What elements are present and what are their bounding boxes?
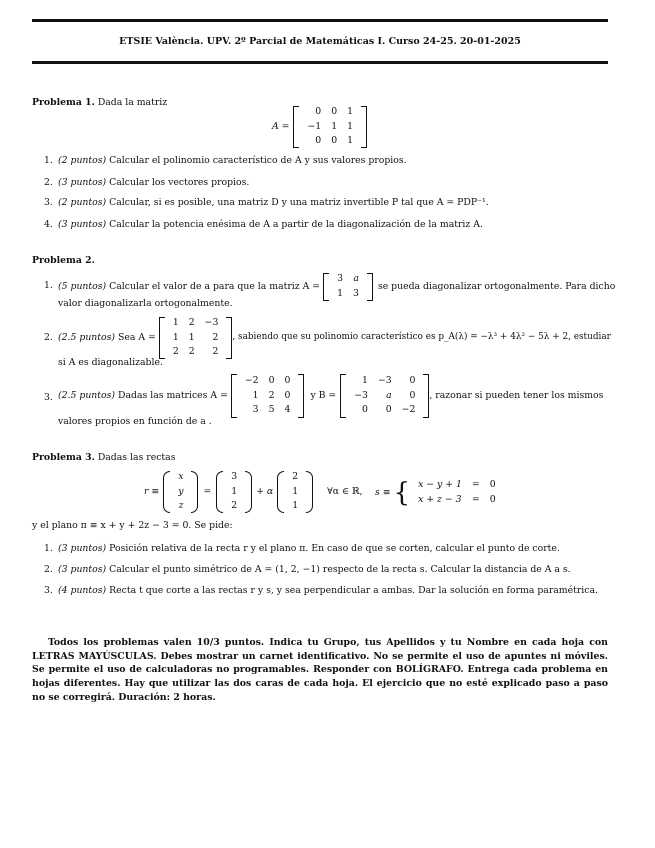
item-text-pre: Calcular el valor de a para que la matriz A = xyxy=(109,280,321,292)
problem-2-item-2-line2: si A es diagonalizable. xyxy=(58,357,163,368)
right-bracket xyxy=(367,273,373,301)
vector-cell: y xyxy=(178,485,184,497)
s-eq1-lhs: x − y + 1 xyxy=(418,479,462,490)
matrix-cell: −2 xyxy=(244,375,259,387)
vector-cell: 1 xyxy=(231,485,238,497)
problem-2-item-1-num: 1. xyxy=(44,280,53,291)
right-bracket xyxy=(423,374,429,418)
left-brace-icon: { xyxy=(393,477,411,508)
matrix-label-A: A = xyxy=(272,121,290,133)
matrix-cell: 0 xyxy=(362,404,368,416)
problem-2-item-3 xyxy=(58,374,610,418)
left-bracket xyxy=(231,374,237,418)
vector-cell: z xyxy=(178,500,184,512)
matrix-cell: 0 xyxy=(284,375,291,387)
matrix-cell: 0 xyxy=(385,404,392,416)
s-eq2-op: = xyxy=(471,493,480,505)
matrix-cell: a xyxy=(386,389,392,401)
item-number: 2. xyxy=(44,564,53,575)
right-bracket xyxy=(361,106,367,148)
item-points: (3 puntos) xyxy=(58,177,107,188)
matrix-cell: 1 xyxy=(172,317,179,328)
matrix-cell: 1 xyxy=(172,331,179,343)
s-eq2-lhs: x + z − 3 xyxy=(418,493,462,505)
item-number: 3. xyxy=(44,197,53,208)
matrix-B-3x3 xyxy=(349,374,420,418)
item-points: (2.5 puntos) xyxy=(58,332,116,344)
left-paren xyxy=(163,471,170,513)
item-text: Calcular el punto simétrico de A = (1, 2, −1) respecto de la recta s. Calcular la distancia de A a s. xyxy=(109,564,571,575)
matrix-cell: 0 xyxy=(331,106,338,117)
item-text-post: , sabiendo que su polinomio característico es p_A(λ) = −λ³ + 4λ² − 5λ + 2, estudiar xyxy=(232,332,611,343)
item-text-mid: y B = xyxy=(310,390,337,402)
right-bracket xyxy=(298,374,304,418)
matrix-cell: 1 xyxy=(347,135,354,147)
r-vector-xyz xyxy=(173,470,188,514)
matrix-cell: 1 xyxy=(188,331,195,343)
problem-2-item-3-num: 3. xyxy=(44,392,53,403)
matrix-cell: −3 xyxy=(354,389,368,401)
matrix-cell: 0 xyxy=(409,375,416,387)
matrix-cell: 1 xyxy=(331,120,338,132)
vector-cell: 1 xyxy=(292,485,299,497)
left-bracket xyxy=(293,106,299,148)
item-number: 1. xyxy=(44,155,53,166)
matrix-cell: −2 xyxy=(401,404,416,416)
item-points: (3 puntos) xyxy=(58,219,107,230)
matrix-cell: 0 xyxy=(284,389,291,401)
exam-instructions: Todos los problemas valen 10/3 puntos. Indica tu Grupo, tus Apellidos y tu Nombre en cada hoja con LETRAS MAYÚSCULAS. Debes mostrar un carnet identificativo. No se permite el uso de apuntes ni móviles. Se permite el uso de calculadoras no programables. Responder con BOLÍGRAFO. Entrega cada problema en hojas diferentes. Hay que utilizar las dos caras de cada hoja. El ejercicio que no esté explicado paso a paso no se corregirá. Duración: 2 horas. xyxy=(32,637,608,703)
matrix-cell: 0 xyxy=(331,135,338,147)
item-points: (2.5 puntos) xyxy=(58,390,116,402)
vector-cell: 2 xyxy=(231,500,238,512)
line-s-equation xyxy=(375,478,504,507)
matrix-cell: 1 xyxy=(347,120,354,132)
item-points: (3 puntos) xyxy=(58,543,107,554)
matrix-cell: 1 xyxy=(362,375,368,387)
item-text: Calcular el polinomio característico de A y sus valores propios. xyxy=(109,155,407,166)
item-points: (2 puntos) xyxy=(58,197,107,208)
item-text: Posición relativa de la recta r y el plano π. En caso de que se corten, calcular el punto de corte. xyxy=(109,543,560,554)
equals-sign: = xyxy=(203,486,212,498)
item-number: 4. xyxy=(44,219,53,230)
matrix-cell: 4 xyxy=(284,404,291,416)
vector-cell: 1 xyxy=(292,500,299,512)
item-points: (5 puntos) xyxy=(58,280,107,292)
vector-cell: 3 xyxy=(231,471,238,482)
right-paren xyxy=(191,471,198,513)
header-top-rule xyxy=(32,19,608,22)
matrix-cell: 3 xyxy=(252,404,259,416)
matrix-cell: 0 xyxy=(409,389,416,401)
matrix-A xyxy=(302,105,358,149)
r-point-vector xyxy=(226,470,242,514)
left-bracket xyxy=(323,273,329,301)
matrix-cell: −1 xyxy=(307,120,322,132)
matrix-A-3x3 xyxy=(240,374,296,418)
item-text: Calcular, si es posible, una matriz D y una matriz invertible P tal que A = PDP⁻¹. xyxy=(109,197,489,208)
matrix-cell: 2 xyxy=(268,389,275,401)
matrix-cell: −3 xyxy=(377,375,392,387)
problem-1-heading xyxy=(32,97,167,109)
item-text-pre: Dadas las matrices A = xyxy=(118,390,228,402)
matrix-cell: 2 xyxy=(212,346,219,358)
right-paren xyxy=(306,471,313,513)
problem-2-item-1 xyxy=(58,272,616,301)
matrix-cell: 1 xyxy=(347,106,354,117)
problem-2-item-3-line2: valores propios en función de a . xyxy=(58,416,212,427)
plane-statement: y el plano π ≡ x + y + 2z − 3 = 0. Se pide: xyxy=(32,520,233,531)
item-number: 1. xyxy=(44,543,53,554)
s-eq2-rhs: 0 xyxy=(489,493,496,505)
matrix-cell: 1 xyxy=(252,389,259,401)
matrix-cell: −3 xyxy=(204,317,219,328)
problem-3-title: Problema 3. xyxy=(32,452,95,463)
item-text: Calcular la potencia enésima de A a partir de la diagonalización de la matriz A. xyxy=(109,219,483,230)
item-text: Calcular los vectores propios. xyxy=(109,177,250,188)
s-label: s ≡ xyxy=(375,486,391,498)
left-paren xyxy=(216,471,223,513)
vector-cell: x xyxy=(178,471,184,482)
matrix-A-3x3 xyxy=(168,316,224,360)
problem-3-heading xyxy=(32,452,175,464)
matrix-A-2x2 xyxy=(332,272,364,301)
item-text: Recta t que corte a las rectas r y s, y sea perpendicular a ambas. Dar la solución en forma paramétrica. xyxy=(109,585,598,596)
matrix-cell: 0 xyxy=(315,106,322,117)
problem-1-title: Problema 1. xyxy=(32,97,95,108)
problem-2-title: Problema 2. xyxy=(32,255,95,266)
right-bracket xyxy=(226,317,232,359)
right-paren xyxy=(245,471,252,513)
vector-cell: 2 xyxy=(292,471,299,482)
item-text-pre: Sea A = xyxy=(118,332,156,344)
item-number: 3. xyxy=(44,585,53,596)
matrix-cell: 2 xyxy=(212,331,219,343)
s-system xyxy=(413,478,501,507)
item-number: 2. xyxy=(44,177,53,188)
left-bracket xyxy=(340,374,346,418)
problem-2-item-1-line2: valor diagonalizarla ortogonalmente. xyxy=(58,298,233,309)
problem-1-matrix-block xyxy=(272,105,367,149)
r-label: r ≡ xyxy=(144,486,160,498)
r-condition: ∀α ∈ ℝ, xyxy=(327,486,363,498)
problem-3-intro: Dadas las rectas xyxy=(97,452,176,463)
matrix-cell: 3 xyxy=(353,287,359,299)
item-text-post: , razonar si pueden tener los mismos xyxy=(429,390,604,402)
item-text-post: se pueda diagonalizar ortogonalmente. Para dicho xyxy=(377,280,616,292)
matrix-cell: 0 xyxy=(315,135,322,147)
header-bottom-rule xyxy=(32,61,608,64)
plus-alpha: + α xyxy=(256,486,274,498)
exam-header-title: ETSIE València. UPV. 2º Parcial de Matemáticas I. Curso 24-25. 20-01-2025 xyxy=(119,36,521,47)
r-direction-vector xyxy=(287,470,303,514)
matrix-cell: 1 xyxy=(337,287,344,299)
item-points: (3 puntos) xyxy=(58,564,107,575)
s-eq1-rhs: 0 xyxy=(489,479,496,490)
problem-1-intro: Dada la matriz xyxy=(97,97,168,108)
problem-2-item-2-num: 2. xyxy=(44,332,53,343)
line-r-equation xyxy=(144,470,363,514)
s-eq1-op: = xyxy=(471,479,480,490)
matrix-cell: 2 xyxy=(172,346,179,358)
left-bracket xyxy=(159,317,165,359)
matrix-cell: 2 xyxy=(188,317,195,328)
left-paren xyxy=(277,471,284,513)
matrix-cell: 0 xyxy=(268,375,275,387)
matrix-cell: 5 xyxy=(268,404,275,416)
matrix-cell: 3 xyxy=(337,273,344,284)
item-points: (4 puntos) xyxy=(58,585,107,596)
matrix-cell: 2 xyxy=(188,346,195,358)
matrix-cell: a xyxy=(353,273,359,284)
problem-2-item-2 xyxy=(58,316,610,360)
item-points: (2 puntos) xyxy=(58,155,107,166)
